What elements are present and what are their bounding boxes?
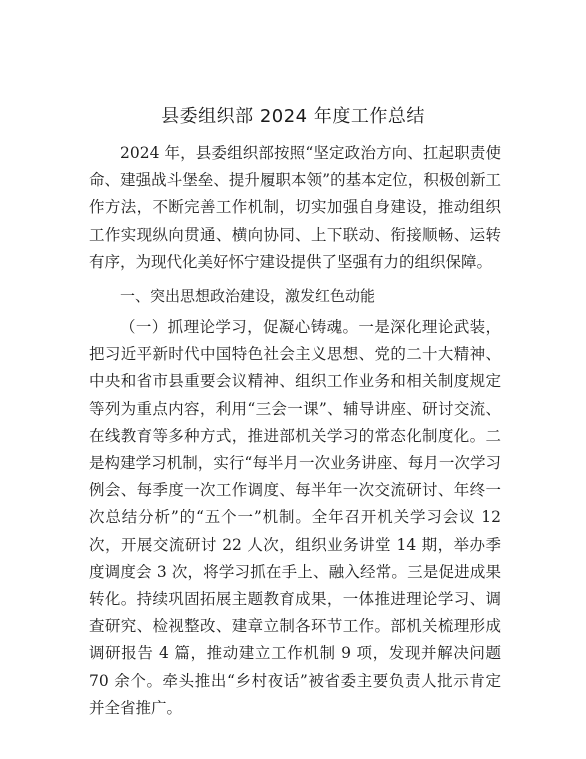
document-title: 县委组织部 2024 年度工作总结 xyxy=(161,106,425,127)
section1-block xyxy=(89,314,501,722)
section1-paragraph: （一）抓理论学习，促凝心铸魂。一是深化理论武装，把习近平新时代中国特色社会主义思想、党的二十大精神、中央和省市县重要会议精神、组织工作业务和相关制度规定等列为重点内容，利用“三会一课”、辅导讲座、研讨交流、在线教育等多种方式，推进部机关学习的常态化制度化。二是构建学习机制，实行“每半月一次业务讲座、每月一次学习例会、每季度一次工作调度、每半年一次交流研讨、年终一次总结分析”的“五个一”机制。全年召开机关学习会议 12 次，开展交流研讨 22 人次，组织业务讲堂 14 期，举办季度调度会 3 次，将学习抓在手上、融入经常。三是促进成果转化。持续巩固拓展主题教育成果，一体推进理论学习、调查研究、检视整改、建章立制各环节工作。部机关梳理形成调研报告 4 篇，推动建立工作机制 9 项，发现并解决问题 70 余个。牵头推出“乡村夜话”被省委主要负责人批示肯定并全省推广。 xyxy=(89,318,501,717)
intro-paragraph: 2024 年，县委组织部按照“坚定政治方向、扛起职责使命、建强战斗堡垒、提升履职本领”的基本定位，积极创新工作方法，不断完善工作机制，切实加强自身建设，推动组织工作实现纵向贯通、横向协同、上下联动、衔接顺畅、运转有序，为现代化美好怀宁建设提供了坚强有力的组织保障。 xyxy=(89,144,501,271)
section-heading: 一、突出思想政治建设，激发红色动能 xyxy=(120,287,376,305)
intro-block xyxy=(89,140,501,276)
